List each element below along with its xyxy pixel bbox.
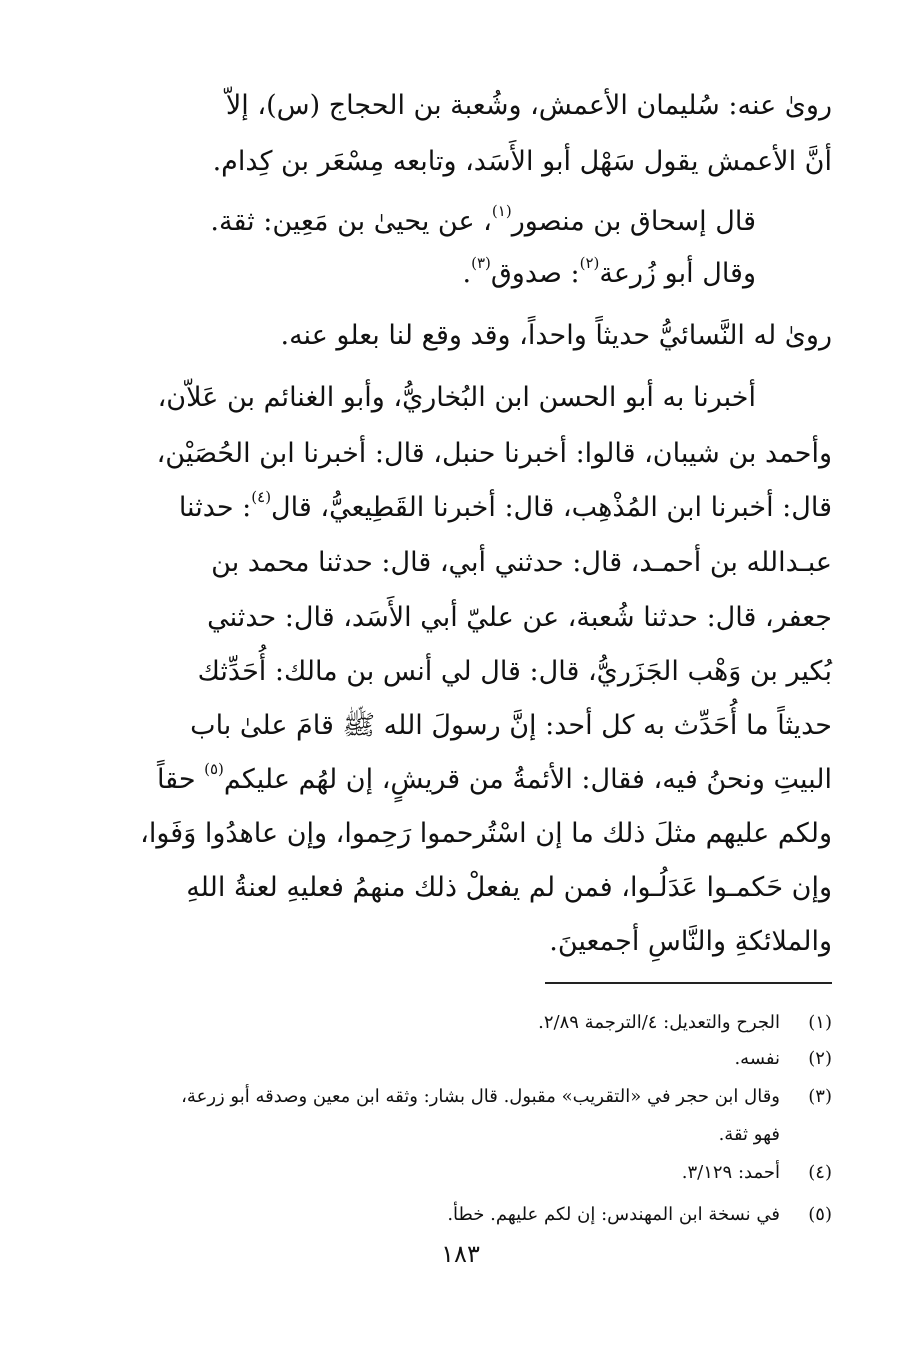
footnote-text: فهو ثقة. [718, 1124, 780, 1145]
body-line-2: أنَّ الأعمش يقول سَهْل أبو الأَسَد، وتابعه مِسْعَر بن كِدام. [212, 146, 832, 177]
body-line-4: وقال أبو زُرعة$^{(٢)}$: صدوق$^{(٣)}$. [462, 254, 756, 289]
footnote-mark-3: (٣) [471, 254, 491, 272]
body-line-12: حديثاً ما أُحَدِّث به كل أحد: إنَّ رسولَ الله ﷺ قامَ علىٰ باب [190, 710, 832, 741]
body-line-15: وإن حَكمـوا عَدَلُـوا، فمن لم يفعلْ ذلك منهمُ فعليهِ لعنةُ اللهِ [186, 872, 832, 903]
footnote-separator [545, 982, 832, 984]
body-line-8: قال: أخبرنا ابن المُذْهِب، قال: أخبرنا القَطِيعيُّ، قال$^{(٤)}$: حدثنا [178, 488, 832, 523]
body-line-13: البيتِ ونحنُ فيه، فقال: الأئمةُ من قريشٍ، إن لهُم عليكم$^{(٥)}$ حقاً [156, 760, 832, 795]
body-line-10: جعفر، قال: حدثنا شُعبة، عن عليّ أبي الأَسَد، قال: حدثني [207, 602, 832, 633]
body-line-1: رویٰ عنه: سُليمان الأعمش، وشُعبة بن الحجاج (س)، إلاّ [225, 90, 832, 121]
footnote-number: (٤) [808, 1162, 832, 1183]
footnote-text: نفسه. [734, 1048, 780, 1069]
body-line-6: أخبرنا به أبو الحسن ابن البُخاريُّ، وأبو الغنائم بن عَلاّن، [157, 382, 756, 413]
footnote-mark-1: (١) [491, 202, 512, 220]
body-line-14: ولكم عليهم مثلَ ذلك ما إن اسْتُرحموا رَحِموا، وإن عاهدُوا وَفَوا، [140, 818, 832, 849]
body-line-16: والملائكةِ والنَّاسِ أجمعينَ. [549, 926, 832, 957]
footnote-number: (٥) [808, 1204, 832, 1225]
body-line-7: وأحمد بن شيبان، قالوا: أخبرنا حنبل، قال: أخبرنا ابن الحُصَيْن، [156, 438, 832, 469]
body-line-3: قال إسحاق بن منصور$^{(١)}$، عن يحيىٰ بن مَعِين: ثقة. [210, 202, 756, 237]
footnote-text: في نسخة ابن المهندس: إن لكم عليهم. خطأ. [447, 1204, 780, 1225]
footnote-text: أحمد: ٣/١٢٩. [681, 1162, 780, 1183]
body-line-11: بُكير بن وَهْب الجَزَريُّ، قال: قال لي أنس بن مالك: أُحَدِّثك [197, 656, 832, 687]
page-number: ١٨٣ [441, 1240, 480, 1268]
footnote-mark-5: (٥) [204, 760, 224, 778]
footnote-mark-4: (٤) [251, 488, 272, 506]
footnote-number: (٢) [808, 1048, 832, 1069]
body-line-9: عبـدالله بن أحمـد، قال: حدثني أبي، قال: حدثنا محمد بن [211, 547, 832, 578]
footnote-number: (٣) [808, 1086, 832, 1107]
footnote-text: الجرح والتعديل: ٤/الترجمة ٢/٨٩. [538, 1012, 780, 1033]
footnote-number: (١) [808, 1012, 832, 1033]
body-line-5: رویٰ له النَّسائيُّ حديثاً واحداً، وقد وقع لنا بعلو عنه. [280, 320, 832, 351]
footnote-mark-2: (٢) [579, 254, 600, 272]
footnote-text: وقال ابن حجر في «التقريب» مقبول. قال بشار: وثقه ابن معين وصدقه أبو زرعة، [181, 1086, 780, 1107]
